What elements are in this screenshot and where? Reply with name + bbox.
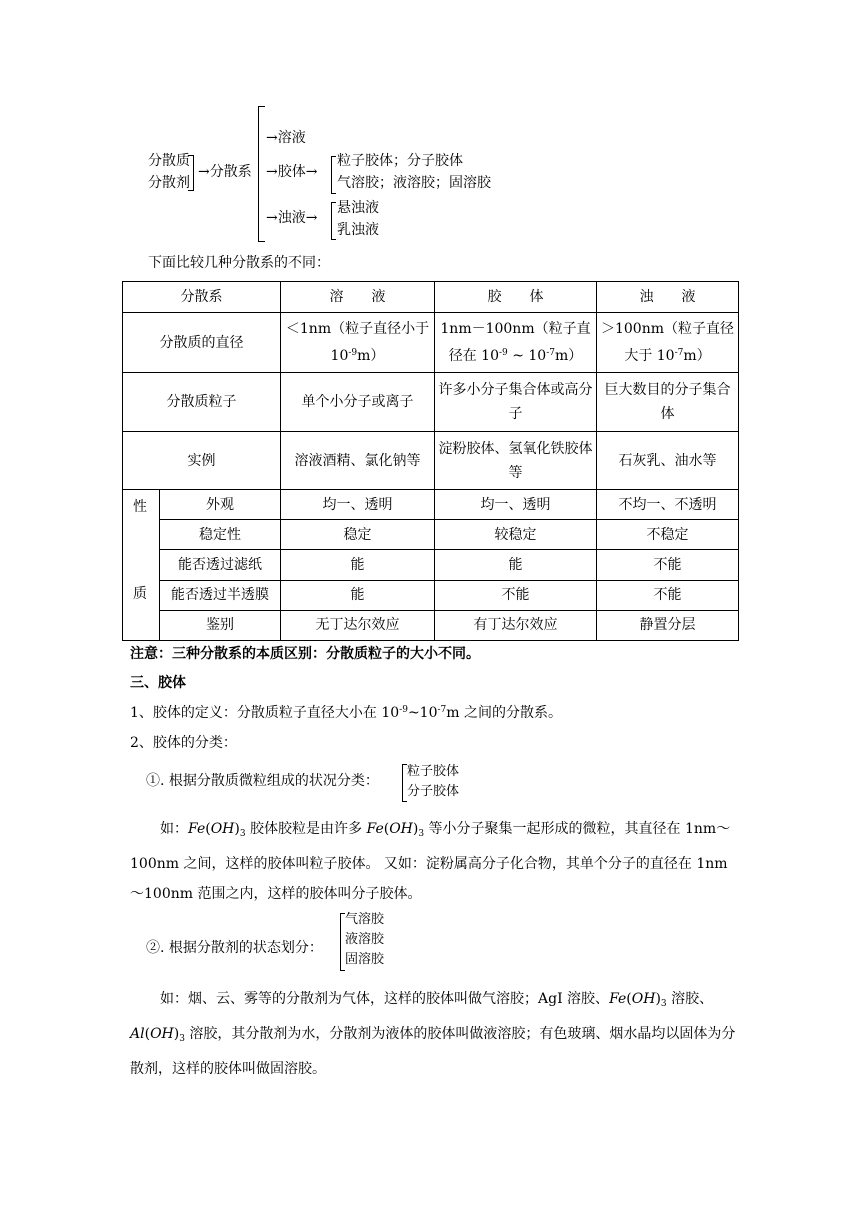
header-cell: 胶 体 <box>435 282 597 313</box>
table-cell: 不能 <box>597 580 739 610</box>
table-intro: 下面比较几种分散系的不同： <box>148 255 330 271</box>
table-cell: 不能 <box>597 550 739 580</box>
table-cell: 不稳定 <box>597 520 739 550</box>
table-cell: 静置分层 <box>597 610 739 640</box>
table-row <box>123 610 739 640</box>
table-cell: ＞100nm（粒子直径大于 $10^{-7}m$） <box>597 313 739 373</box>
comparison-table <box>122 281 739 641</box>
table-cell: 单个小分子或离子 <box>281 373 435 432</box>
small-right-brace <box>188 155 194 191</box>
dispersed-phase-label: 分散质 <box>148 153 190 169</box>
row-label: 能否透过滤纸 <box>160 550 281 580</box>
classification-2-example: 如：烟、云、雾等的分散剂为气体，这样的胶体叫做气溶胶；AgI 溶胶、$Fe(OH)_3$ 溶胶、$Al(OH)_3$ 溶胶，其分散剂为水，分散剂为液体的胶体叫做液溶胶；有色玻璃、烟水晶均以固体为分散剂，这样的胶体叫做固溶胶。 <box>130 991 736 1077</box>
table-row <box>123 432 739 490</box>
list-item: 分子胶体 <box>407 784 460 799</box>
dispersion-medium-label: 分散剂 <box>148 175 190 191</box>
definition-text: 1、胶体的定义：分散质粒子直径大小在 $10^{-9}\sim 10^{-7}m$ 之间的分散系。 <box>130 705 563 721</box>
colloid-sub-1: 粒子胶体；分子胶体 <box>337 153 463 169</box>
table-cell: 石灰乳、油水等 <box>597 432 739 490</box>
table-cell: 无丁达尔效应 <box>281 610 435 640</box>
table-cell: 有丁达尔效应 <box>435 610 597 640</box>
table-row <box>123 313 739 373</box>
classification-2-label: ②. 根据分散剂的状态划分： <box>146 940 323 956</box>
table-cell: 能 <box>281 550 435 580</box>
list-item: 粒子胶体 <box>407 764 460 779</box>
table-cell: 淀粉胶体、氢氧化铁胶体等 <box>435 432 597 490</box>
table-row <box>123 550 739 580</box>
classification-1-list <box>407 762 459 802</box>
table-cell: 许多小分子集合体或高分子 <box>435 373 597 432</box>
classification-1-label: ①. 根据分散质微粒组成的状况分类： <box>146 773 379 789</box>
table-row <box>123 490 739 520</box>
list-item: 液溶胶 <box>345 932 385 947</box>
table-cell: 能 <box>435 550 597 580</box>
table-row <box>123 520 739 550</box>
table-cell: 能 <box>281 580 435 610</box>
header-cell: 分散系 <box>123 282 281 313</box>
list-item: 固溶胶 <box>345 952 385 967</box>
table-cell: 溶液酒精、氯化钠等 <box>281 432 435 490</box>
turbid-branch: →浊液→ <box>266 210 318 226</box>
row-label: 能否透过半透膜 <box>160 580 281 610</box>
turbid-brace <box>331 202 336 240</box>
classification-heading: 2、胶体的分类： <box>130 735 237 751</box>
row-label: 鉴别 <box>160 610 281 640</box>
table-cell: 不均一、不透明 <box>597 490 739 520</box>
table-cell: 均一、透明 <box>435 490 597 520</box>
table-header-row <box>123 282 739 313</box>
properties-label-top: 性 <box>133 499 147 515</box>
header-cell: 溶 液 <box>281 282 435 313</box>
list-item: 气溶胶 <box>345 912 385 927</box>
turbid-sub-1: 悬浊液 <box>337 200 379 216</box>
properties-label-bottom: 质 <box>133 586 147 602</box>
classification-2-list <box>345 910 384 970</box>
colloid-sub-2: 气溶胶；液溶胶；固溶胶 <box>337 175 491 191</box>
row-label: 外观 <box>160 490 281 520</box>
main-left-brace <box>258 106 265 242</box>
solution-branch: →溶液 <box>266 130 306 146</box>
classification-1-example: 如：$Fe(OH)_3$ 胶体胶粒是由许多 $Fe(OH)_3$ 等小分子聚集一起形成的微粒，其直径在 1nm～100nm 之间，这样的胶体叫粒子胶体。 又如：淀粉属高分子化合物，其单个分子的直径在 1nm～100nm 范围之内，这样的胶体叫分子胶体。 <box>130 821 731 902</box>
section-heading: 三、胶体 <box>130 675 186 691</box>
row-label: 实例 <box>123 432 281 490</box>
table-cell: ＜1nm（粒子直径小于 $10^{-9}m$） <box>281 313 435 373</box>
row-label: 分散质粒子 <box>123 373 281 432</box>
table-cell: 不能 <box>435 580 597 610</box>
table-cell: 1nm－100nm（粒子直径在 $10^{-9}$ ~ $10^{-7}m$） <box>435 313 597 373</box>
colloid-branch: →胶体→ <box>266 164 318 180</box>
header-cell: 浊 液 <box>597 282 739 313</box>
properties-label-cell <box>123 490 160 641</box>
table-row <box>123 373 739 432</box>
table-row <box>123 580 739 610</box>
dispersion-system-label: →分散系 <box>198 164 252 180</box>
turbid-sub-2: 乳浊液 <box>337 222 379 238</box>
table-cell: 稳定 <box>281 520 435 550</box>
row-label: 稳定性 <box>160 520 281 550</box>
row-label: 分散质的直径 <box>123 313 281 373</box>
note-text: 注意：三种分散系的本质区别：分散质粒子的大小不同。 <box>130 646 480 662</box>
colloid-brace <box>331 156 336 194</box>
table-cell: 较稳定 <box>435 520 597 550</box>
table-cell: 均一、透明 <box>281 490 435 520</box>
table-cell: 巨大数目的分子集合体 <box>597 373 739 432</box>
